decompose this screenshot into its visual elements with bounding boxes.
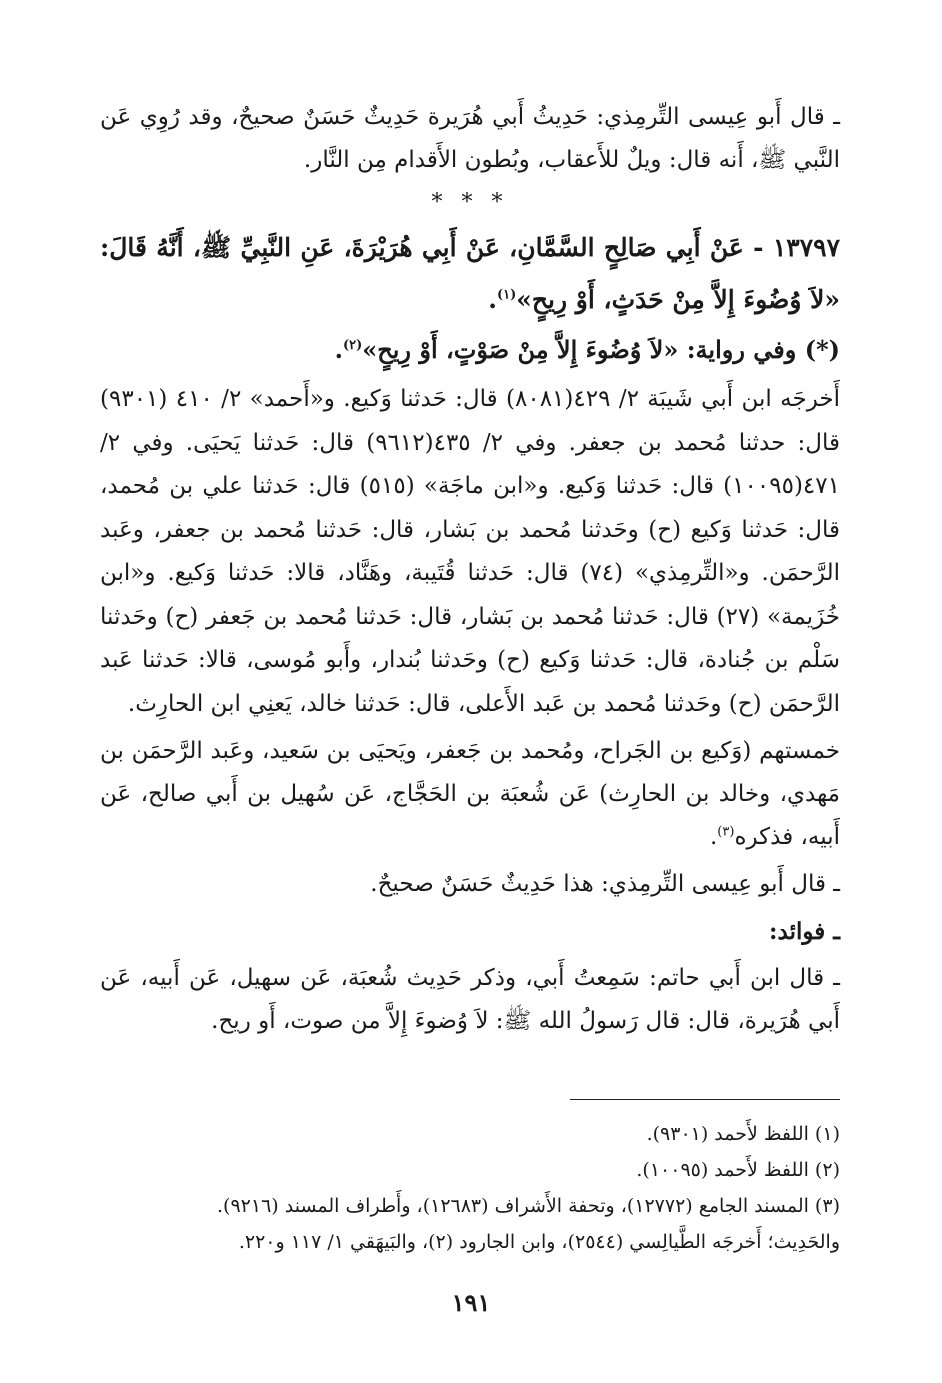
variant-end: . [334,335,343,364]
tirmidhi-previous-grade: ـ قال أَبو عِيسى التِّرمِذي: حَدِيثُ أَبي هُرَيرة حَدِيثٌ حَسَنٌ صحيحٌ، وقد رُوِي عَن النَّبي ﷺ، أَنه قال: ويلٌ للأَعقاب، وبُطون الأَقدام مِن النَّار. [100,104,840,173]
hadith-text [100,222,840,326]
footnote-ref-2[interactable]: (٢) [342,338,363,353]
variant-narration [100,326,840,374]
variant-text: (*) وفي رواية: «لاَ وُضُوءَ إِلاَّ مِنْ صَوْتٍ، أَوْ رِيحٍ» [362,335,840,364]
fawaid-text: ـ قال ابن أَبي حاتم: سَمِعتُ أَبي، وذكر حَدِيث شُعبَة، عَن سهيل، عَن أَبيه، عَن أَبي هُرَيرة، قال: قال رَسولُ الله ﷺ: لاَ وُضوءَ إِلاَّ من صوت، أَو ريح. [100,965,840,1034]
footnote-ref-3[interactable]: (٣) [717,824,735,840]
page-body [100,96,840,1047]
page-number: ١٩١ [451,1288,491,1317]
footnote-ref-1[interactable]: (١) [497,287,517,303]
fawaid-heading: ـ فوائد: [769,918,840,945]
tirmidhi-grade: ـ قال أَبو عِيسى التِّرمِذي: هذا حَدِيثٌ حَسَنٌ صحيحٌ. [370,871,840,897]
footnote-3: (٣) المسند الجامع (١٢٧٧٢)، وتحفة الأَشراف (١٢٦٨٣)، وأَطراف المسند (٩٢١٦). [217,1195,840,1217]
narrators-text: خمستهم (وَكيع بن الجَراح، ومُحمد بن جَعفر، ويَحيَى بن سَعيد، وعَبد الرَّحمَن بن مَهدي، وخالد بن الحارِث) عَن شُعبَة بن الحَجَّاج، عَن سُهيل بن أَبي صالح، عَن أَبيه، فذكره [100,738,840,850]
footnote-3-continuation: والحَدِيث؛ أَخرجَه الطَّيالِسي (٢٥٤٤)، وابن الجارود (٢)، والبَيهَقي ١/ ١١٧ و٢٢٠. [238,1231,840,1253]
footnote-2: (٢) اللفظ لأَحمد (١٠٠٩٥). [636,1159,840,1181]
takhrij-paragraph: أَخرجَه ابن أَبي شَيبَة ٢/ ٤٢٩(٨٠٨١) قال: حَدثنا وَكيع. و«أَحمد» ٢/ ٤١٠ (٩٣٠١) قال: حدثنا مُحمد بن جعفر. وفي ٢/ ٤٣٥(٩٦١٢) قال: حَدثنا يَحيَى. وفي ٢/ ٤٧١(١٠٠٩٥) قال: حَدثنا وَكيع. و«ابن ماجَة» (٥١٥) قال: حَدثنا علي بن مُحمد، قال: حَدثنا وَكيع (ح) وحَدثنا مُحمد بن بَشار، قال: حَدثنا مُحمد بن جعفر، وعَبد الرَّحمَن. و«التِّرمِذي» (٧٤) قال: حَدثنا قُتَيبة، وهَنَّاد، قالا: حَدثنا وَكيع. و«ابن خُزَيمة» (٢٧) قال: حَدثنا مُحمد بن بَشار، قال: حَدثنا مُحمد بن جَعفر (ح) وحَدثنا سَلْم بن جُنادة، قال: حَدثنا وَكيع (ح) وحَدثنا بُندار، وأَبو مُوسى، قالا: حَدثنا عَبد الرَّحمَن (ح) وحَدثنا مُحمد بن عَبد الأَعلى، قال: حَدثنا خالد، يَعنِي ابن الحارِث. [100,386,841,717]
footnotes [110,1116,840,1260]
footnote-1: (١) اللفظ لأَحمد (٩٣٠١). [646,1123,840,1145]
footnote-divider [570,1099,840,1100]
hadith-matn: ١٣٧٩٧ - عَنْ أَبِي صَالِحٍ السَّمَّانِ، عَنْ أَبِي هُرَيْرَةَ، عَنِ النَّبِيِّ ﷺ، أَنَّهُ قَالَ: «لاَ وُضُوءَ إِلاَّ مِنْ حَدَثٍ، أَوْ رِيحٍ» [100,233,840,314]
narrators-paragraph [100,730,840,859]
narrators-end: . [709,824,718,850]
section-separator: * * * [431,190,509,215]
hadith-end: . [488,285,497,314]
